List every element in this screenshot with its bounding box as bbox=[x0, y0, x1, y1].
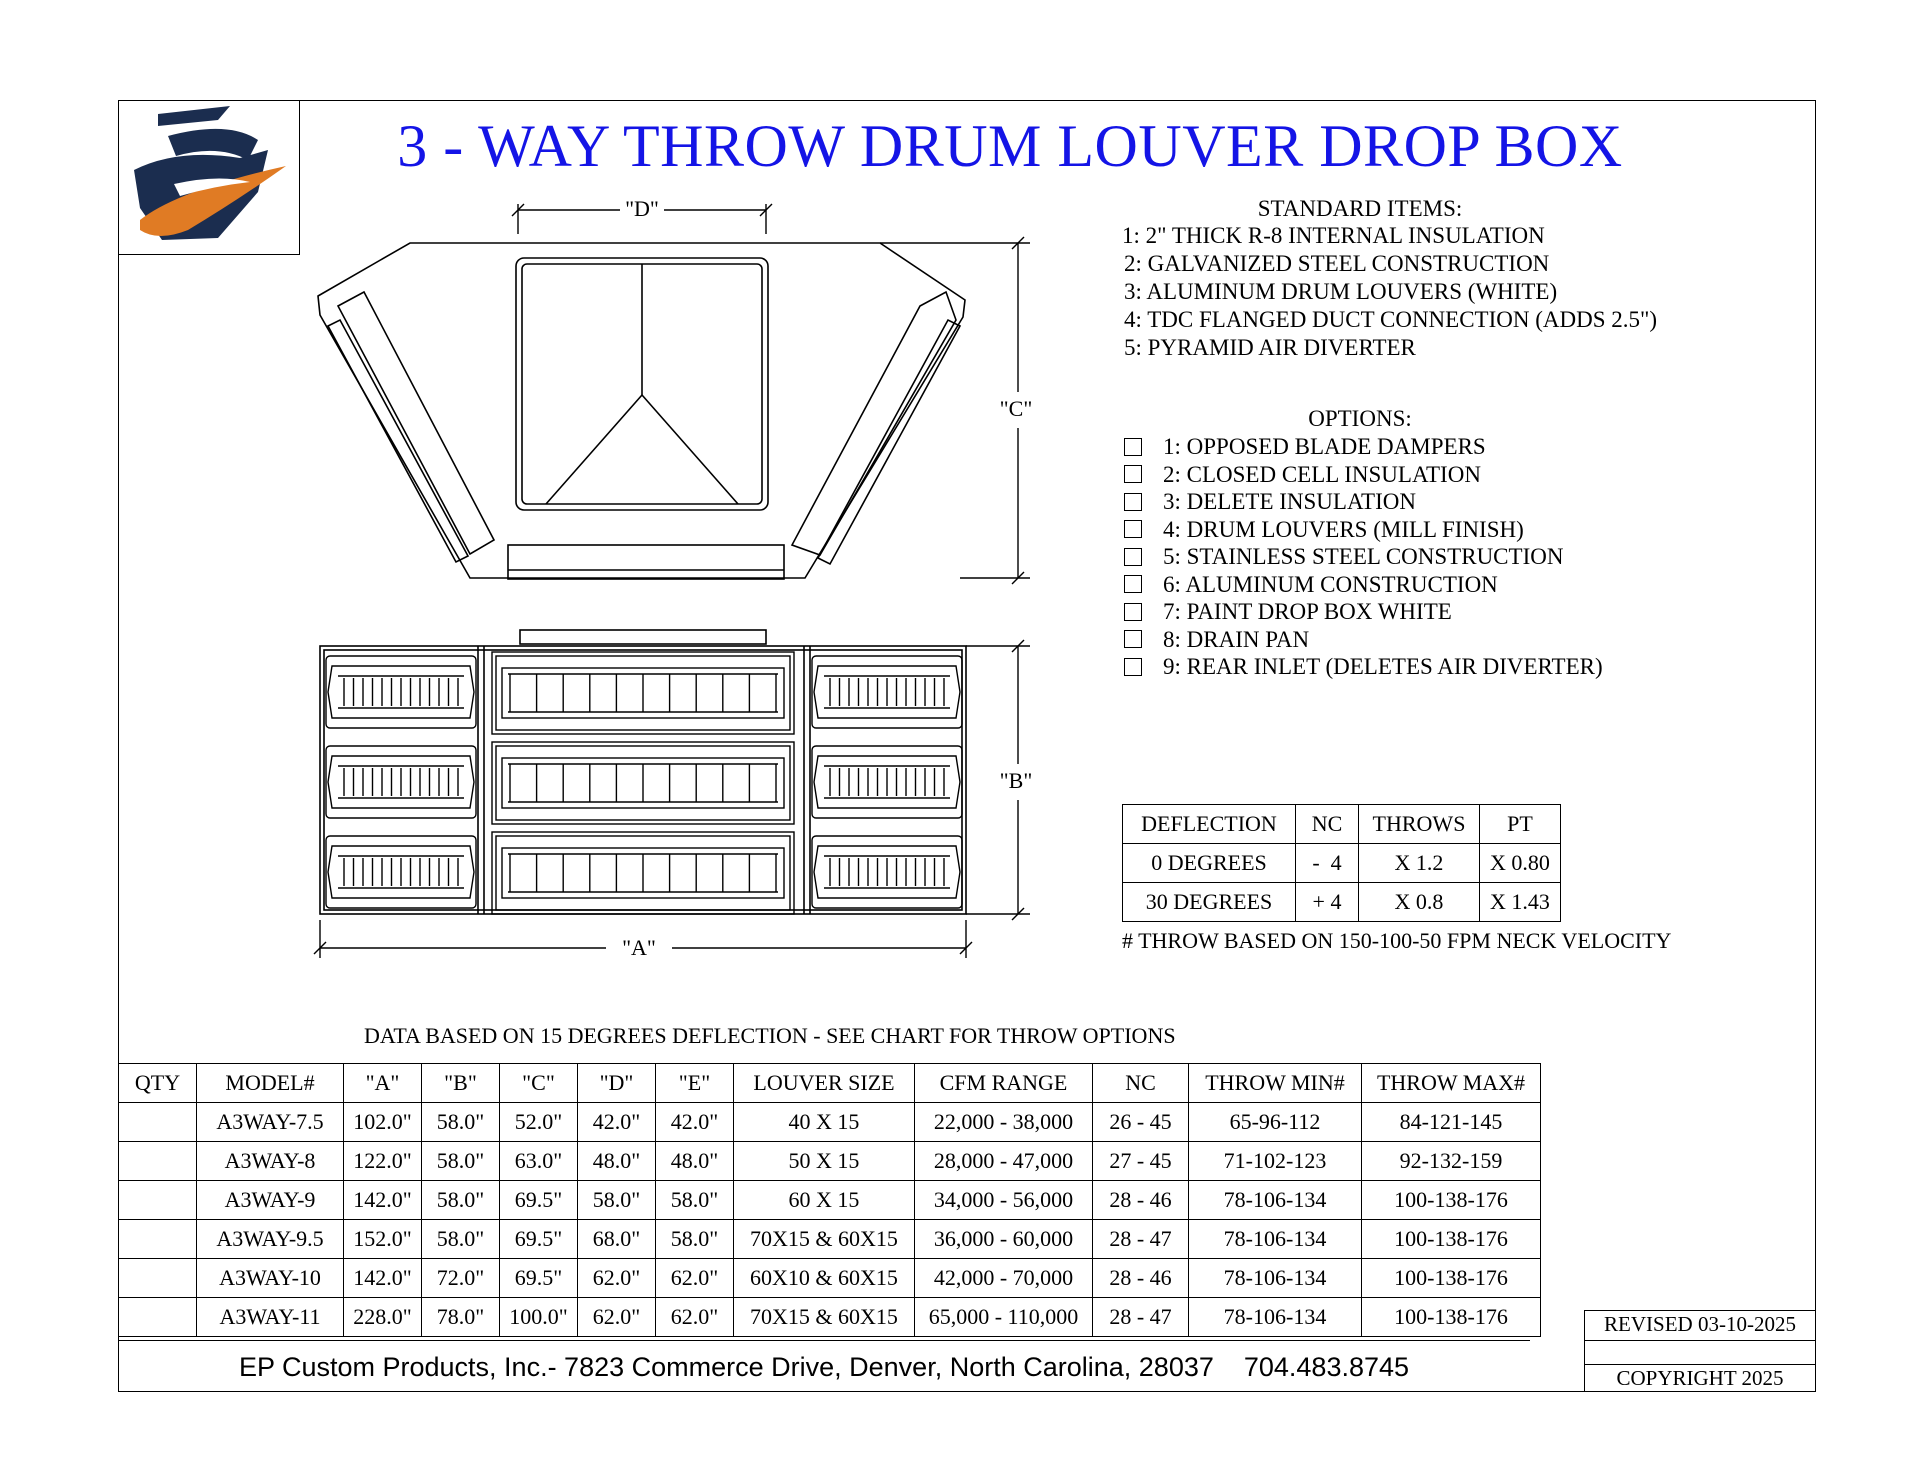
model-data-table bbox=[118, 1063, 1541, 1337]
table-row bbox=[1123, 844, 1561, 883]
table-cell: 78-106-134 bbox=[1189, 1181, 1362, 1220]
option-row bbox=[1124, 626, 1603, 654]
table-cell: 100-138-176 bbox=[1362, 1259, 1541, 1298]
table-header: DEFLECTION bbox=[1123, 805, 1296, 844]
table-cell: 228.0" bbox=[344, 1298, 422, 1337]
table-cell: 48.0" bbox=[656, 1142, 734, 1181]
table-cell: 78-106-134 bbox=[1189, 1298, 1362, 1337]
table-cell: 65-96-112 bbox=[1189, 1103, 1362, 1142]
table-header: NC bbox=[1093, 1064, 1189, 1103]
option-checkbox[interactable] bbox=[1124, 575, 1142, 593]
option-label: 3: DELETE INSULATION bbox=[1163, 489, 1416, 514]
table-row bbox=[119, 1220, 1541, 1259]
table-cell: 28 - 46 bbox=[1093, 1259, 1189, 1298]
table-cell: 102.0" bbox=[344, 1103, 422, 1142]
table-cell: 84-121-145 bbox=[1362, 1103, 1541, 1142]
table-cell: 28 - 47 bbox=[1093, 1220, 1189, 1259]
option-row bbox=[1124, 433, 1603, 461]
table-cell: X 0.80 bbox=[1480, 844, 1561, 883]
data-note: DATA BASED ON 15 DEGREES DEFLECTION - SEE CHART FOR THROW OPTIONS bbox=[364, 1023, 1176, 1048]
option-label: 8: DRAIN PAN bbox=[1163, 626, 1310, 652]
standard-item: 1: 2" THICK R-8 INTERNAL INSULATION bbox=[1122, 223, 1545, 248]
option-row bbox=[1124, 653, 1603, 681]
model-data-rows bbox=[119, 1103, 1541, 1337]
table-cell: + 4 bbox=[1296, 883, 1359, 922]
option-checkbox[interactable] bbox=[1124, 603, 1142, 621]
table-cell: 142.0" bbox=[344, 1181, 422, 1220]
footer-divider bbox=[118, 1340, 1530, 1341]
standard-item: 4: TDC FLANGED DUCT CONNECTION (ADDS 2.5") bbox=[1124, 307, 1658, 332]
table-cell: 62.0" bbox=[578, 1298, 656, 1337]
table-header: THROW MIN# bbox=[1189, 1064, 1362, 1103]
table-cell: 42.0" bbox=[578, 1103, 656, 1142]
option-row bbox=[1124, 543, 1603, 571]
option-label: 6: ALUMINUM CONSTRUCTION bbox=[1163, 571, 1498, 597]
option-label: 2: CLOSED CELL INSULATION bbox=[1163, 461, 1481, 487]
table-cell: 142.0" bbox=[344, 1259, 422, 1298]
table-cell: 40 X 15 bbox=[734, 1103, 915, 1142]
table-header: "C" bbox=[500, 1064, 578, 1103]
table-cell: 63.0" bbox=[500, 1142, 578, 1181]
table-header: CFM RANGE bbox=[915, 1064, 1093, 1103]
table-cell: 70X15 & 60X15 bbox=[734, 1298, 915, 1337]
table-cell: 60 X 15 bbox=[734, 1181, 915, 1220]
revision-block-divider bbox=[1584, 1364, 1816, 1365]
drop-box-drawing bbox=[300, 195, 1040, 965]
table-header: "B" bbox=[422, 1064, 500, 1103]
table-cell: A3WAY-8 bbox=[197, 1142, 344, 1181]
table-cell: 65,000 - 110,000 bbox=[915, 1298, 1093, 1337]
table-cell: A3WAY-11 bbox=[197, 1298, 344, 1337]
standard-item: 2: GALVANIZED STEEL CONSTRUCTION bbox=[1124, 251, 1550, 276]
table-cell bbox=[119, 1103, 197, 1142]
table-cell: 27 - 45 bbox=[1093, 1142, 1189, 1181]
table-cell: 122.0" bbox=[344, 1142, 422, 1181]
dim-b-label: "B" bbox=[999, 768, 1033, 793]
table-cell: 58.0" bbox=[656, 1181, 734, 1220]
table-cell: 62.0" bbox=[656, 1298, 734, 1337]
table-cell: 28 - 46 bbox=[1093, 1181, 1189, 1220]
table-cell: 68.0" bbox=[578, 1220, 656, 1259]
option-checkbox[interactable] bbox=[1124, 438, 1142, 456]
table-cell: 42.0" bbox=[656, 1103, 734, 1142]
option-label: 9: REAR INLET (DELETES AIR DIVERTER) bbox=[1163, 654, 1603, 679]
table-cell: 58.0" bbox=[422, 1103, 500, 1142]
table-cell: 50 X 15 bbox=[734, 1142, 915, 1181]
table-cell: 58.0" bbox=[578, 1181, 656, 1220]
table-cell: 48.0" bbox=[578, 1142, 656, 1181]
table-cell: 100.0" bbox=[500, 1298, 578, 1337]
table-header: THROW MAX# bbox=[1362, 1064, 1541, 1103]
revision-block-divider bbox=[1584, 1340, 1816, 1341]
deflection-table bbox=[1122, 804, 1561, 922]
table-row bbox=[119, 1181, 1541, 1220]
table-cell bbox=[119, 1220, 197, 1259]
copyright-text: COPYRIGHT 2025 bbox=[1616, 1366, 1784, 1390]
option-row bbox=[1124, 598, 1603, 626]
revision-block-top-line bbox=[1584, 1310, 1816, 1311]
table-cell bbox=[119, 1259, 197, 1298]
dim-c-label: "C" bbox=[999, 396, 1033, 421]
table-cell bbox=[119, 1181, 197, 1220]
table-header: QTY bbox=[119, 1064, 197, 1103]
table-cell: 100-138-176 bbox=[1362, 1298, 1541, 1337]
table-row bbox=[1123, 883, 1561, 922]
table-cell: 78.0" bbox=[422, 1298, 500, 1337]
option-label: 1: OPPOSED BLADE DAMPERS bbox=[1163, 434, 1486, 459]
standard-items-list bbox=[1122, 222, 1657, 362]
dim-d-label: "D" bbox=[625, 196, 659, 221]
option-checkbox[interactable] bbox=[1124, 465, 1142, 483]
table-cell: 62.0" bbox=[656, 1259, 734, 1298]
table-cell: 152.0" bbox=[344, 1220, 422, 1259]
table-cell: 58.0" bbox=[422, 1220, 500, 1259]
table-cell: 92-132-159 bbox=[1362, 1142, 1541, 1181]
table-cell: 28,000 - 47,000 bbox=[915, 1142, 1093, 1181]
dim-a-label: "A" bbox=[622, 935, 656, 960]
option-checkbox[interactable] bbox=[1124, 548, 1142, 566]
option-label: 7: PAINT DROP BOX WHITE bbox=[1163, 599, 1452, 624]
table-cell bbox=[119, 1142, 197, 1181]
table-header-row bbox=[119, 1064, 1541, 1103]
table-cell bbox=[119, 1298, 197, 1337]
throw-note: # THROW BASED ON 150-100-50 FPM NECK VELOCITY bbox=[1122, 928, 1672, 953]
table-cell: 30 DEGREES bbox=[1123, 883, 1296, 922]
table-cell: 69.5" bbox=[500, 1259, 578, 1298]
table-header: "E" bbox=[656, 1064, 734, 1103]
table-cell: 60X10 & 60X15 bbox=[734, 1259, 915, 1298]
table-cell: 0 DEGREES bbox=[1123, 844, 1296, 883]
table-cell: A3WAY-9 bbox=[197, 1181, 344, 1220]
revised-date: REVISED 03-10-2025 bbox=[1604, 1312, 1796, 1336]
table-cell: X 0.8 bbox=[1359, 883, 1480, 922]
table-header: "A" bbox=[344, 1064, 422, 1103]
company-footer: EP Custom Products, Inc.- 7823 Commerce Drive, Denver, North Carolina, 28037 704.483.8745 bbox=[238, 1352, 1410, 1382]
table-cell: 42,000 - 70,000 bbox=[915, 1259, 1093, 1298]
table-header: MODEL# bbox=[197, 1064, 344, 1103]
table-header-row bbox=[1123, 805, 1561, 844]
option-row bbox=[1124, 461, 1603, 489]
table-row bbox=[119, 1298, 1541, 1337]
table-cell: A3WAY-10 bbox=[197, 1259, 344, 1298]
table-cell: 52.0" bbox=[500, 1103, 578, 1142]
table-cell: 22,000 - 38,000 bbox=[915, 1103, 1093, 1142]
table-header: "D" bbox=[578, 1064, 656, 1103]
option-label: 5: STAINLESS STEEL CONSTRUCTION bbox=[1163, 544, 1564, 569]
table-row bbox=[119, 1103, 1541, 1142]
table-cell: 100-138-176 bbox=[1362, 1181, 1541, 1220]
option-checkbox[interactable] bbox=[1124, 658, 1142, 676]
standard-item: 3: ALUMINUM DRUM LOUVERS (WHITE) bbox=[1124, 279, 1558, 304]
table-cell: 26 - 45 bbox=[1093, 1103, 1189, 1142]
logo-box bbox=[118, 100, 300, 255]
table-cell: 58.0" bbox=[656, 1220, 734, 1259]
table-cell: 58.0" bbox=[422, 1181, 500, 1220]
table-cell: 100-138-176 bbox=[1362, 1220, 1541, 1259]
table-cell: 69.5" bbox=[500, 1181, 578, 1220]
standard-item: 5: PYRAMID AIR DIVERTER bbox=[1124, 335, 1416, 360]
standard-items-heading: STANDARD ITEMS: bbox=[1257, 196, 1463, 221]
table-cell: A3WAY-9.5 bbox=[197, 1220, 344, 1259]
page-title: 3 - WAY THROW DRUM LOUVER DROP BOX bbox=[397, 113, 1623, 179]
company-logo bbox=[118, 100, 298, 253]
option-checkbox[interactable] bbox=[1124, 630, 1142, 648]
table-cell: 72.0" bbox=[422, 1259, 500, 1298]
table-cell: 71-102-123 bbox=[1189, 1142, 1362, 1181]
table-header: THROWS bbox=[1359, 805, 1480, 844]
table-cell: X 1.43 bbox=[1480, 883, 1561, 922]
table-cell: 62.0" bbox=[578, 1259, 656, 1298]
table-cell: 70X15 & 60X15 bbox=[734, 1220, 915, 1259]
option-label: 4: DRUM LOUVERS (MILL FINISH) bbox=[1163, 516, 1524, 542]
table-row bbox=[119, 1142, 1541, 1181]
table-cell: 78-106-134 bbox=[1189, 1259, 1362, 1298]
option-checkbox[interactable] bbox=[1124, 520, 1142, 538]
table-header: PT bbox=[1480, 805, 1561, 844]
table-cell: X 1.2 bbox=[1359, 844, 1480, 883]
table-cell: 78-106-134 bbox=[1189, 1220, 1362, 1259]
option-row bbox=[1124, 571, 1603, 599]
table-cell: 58.0" bbox=[422, 1142, 500, 1181]
table-row bbox=[119, 1259, 1541, 1298]
table-cell: 69.5" bbox=[500, 1220, 578, 1259]
option-row bbox=[1124, 488, 1603, 516]
table-cell: 36,000 - 60,000 bbox=[915, 1220, 1093, 1259]
table-cell: 28 - 47 bbox=[1093, 1298, 1189, 1337]
table-header: NC bbox=[1296, 805, 1359, 844]
option-row bbox=[1124, 516, 1603, 544]
table-cell: A3WAY-7.5 bbox=[197, 1103, 344, 1142]
table-header: LOUVER SIZE bbox=[734, 1064, 915, 1103]
option-checkbox[interactable] bbox=[1124, 493, 1142, 511]
options-list bbox=[1124, 433, 1603, 681]
table-cell: 34,000 - 56,000 bbox=[915, 1181, 1093, 1220]
options-heading: OPTIONS: bbox=[1308, 406, 1412, 431]
table-cell: - 4 bbox=[1296, 844, 1359, 883]
